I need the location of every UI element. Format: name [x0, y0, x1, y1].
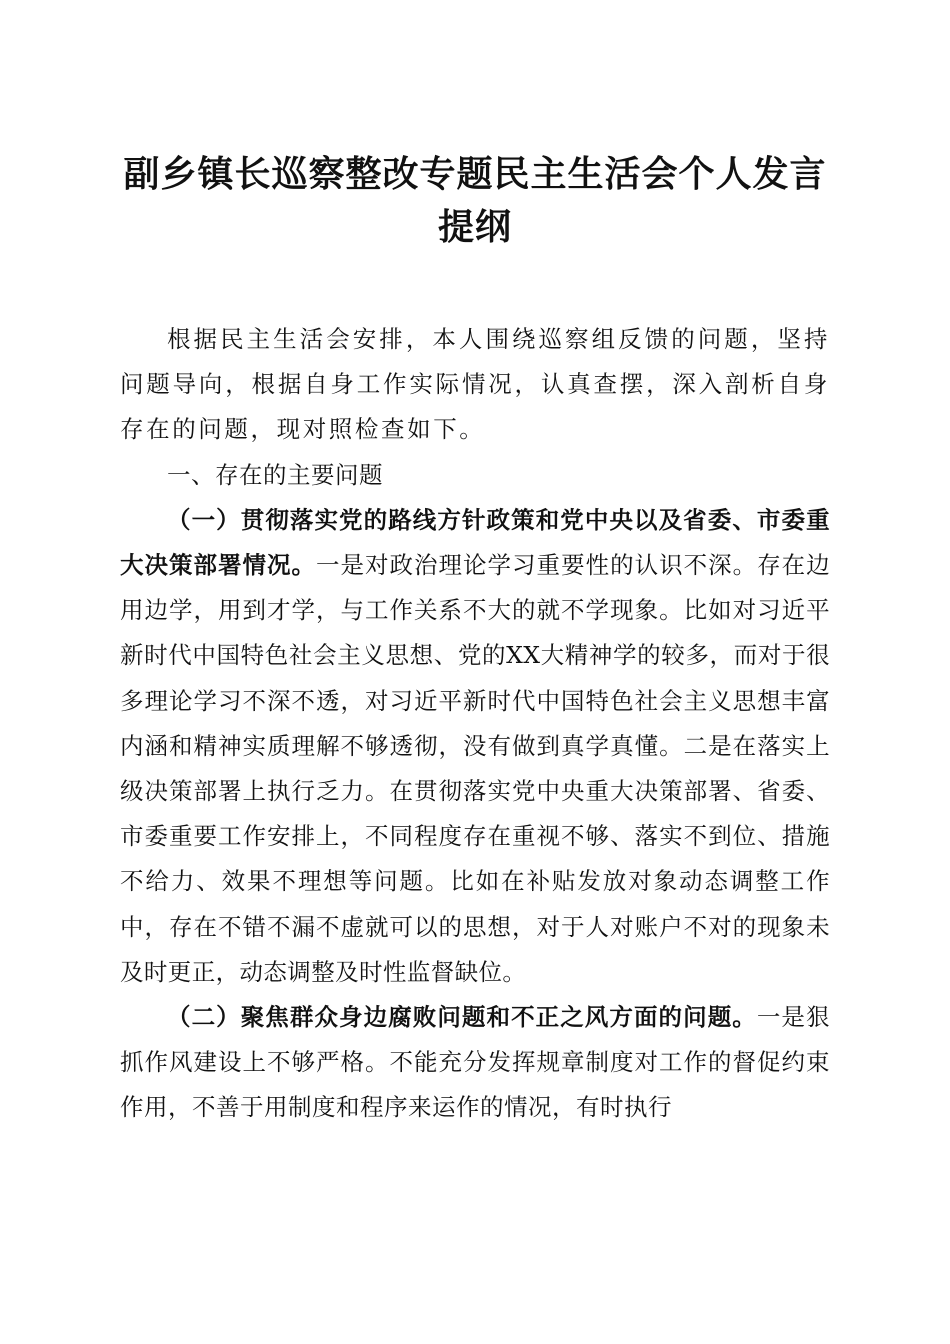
item-1-text: 一是对政治理论学习重要性的认识不深。存在边用边学，用到才学，与工作关系不大的就不学现象。比如对习近平新时代中国特色社会主义思想、党的XX大精神学的较多，而对于很多理论学习不深不透，对习近平新时代中国特色社会主义思想丰富内涵和精神实质理解不够透彻，没有做到真学真懂。二是在落实上级决策部署上执行乏力。在贯彻落实党中央重大决策部署、省委、市委重要工作安排上，不同程度存在重视不够、落实不到位、措施不给力、效果不理想等问题。比如在补贴发放对象动态调整工作中，存在不错不漏不虚就可以的思想，对于人对账户不对的现象未及时更正，动态调整及时性监督缺位。: [120, 551, 830, 986]
item-paragraph-1: [120, 498, 830, 995]
intro-paragraph: 根据民主生活会安排，本人围绕巡察组反馈的问题，坚持问题导向，根据自身工作实际情况，认真查摆，深入剖析自身存在的问题，现对照检查如下。: [120, 325, 830, 444]
item-paragraph-2: [120, 995, 830, 1131]
section-heading: 一、存在的主要问题: [167, 460, 383, 489]
item-1-lead: （一）贯彻落实党的路线方针政策和党中央以及省委、市委重大决策部署情况。: [120, 505, 830, 580]
item-2-lead: （二）聚焦群众身边腐败问题和不正之风方面的问题。: [167, 1003, 757, 1032]
document-body: [120, 317, 830, 1131]
document-title: 副乡镇长巡察整改专题民主生活会个人发言提纲: [123, 154, 827, 248]
item-2-text: 一是狠抓作风建设上不够严格。不能充分发挥规章制度对工作的督促约束作用，不善于用制度和程序来运作的情况，有时执行: [120, 1003, 831, 1122]
